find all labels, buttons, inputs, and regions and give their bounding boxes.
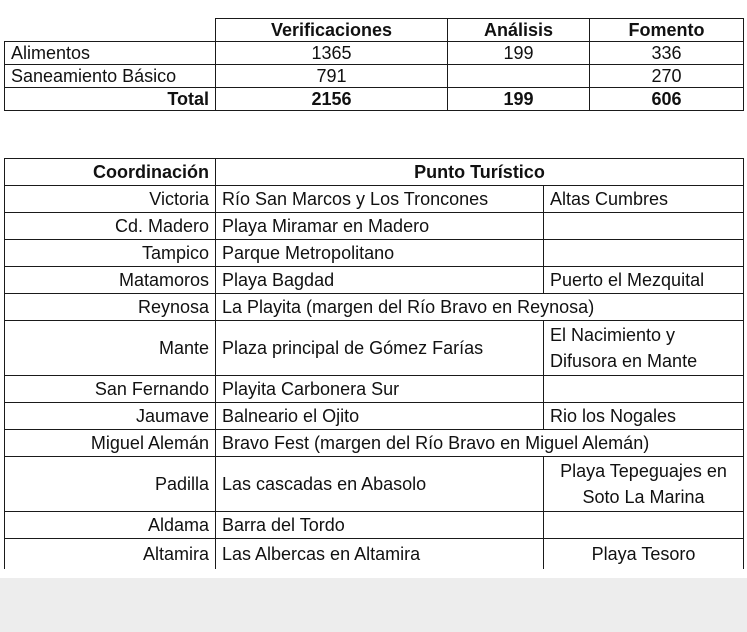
table-row <box>5 240 744 267</box>
punto-cell: Las cascadas en Abasolo <box>216 457 544 512</box>
table-row <box>5 186 744 213</box>
coordinacion-cell: Reynosa <box>5 294 216 321</box>
table-header-row <box>5 19 744 42</box>
punto-cell: Barra del Tordo <box>216 512 544 539</box>
punto-cell: Playa Bagdad <box>216 267 544 294</box>
header-fomento: Fomento <box>589 19 743 42</box>
total-fomento: 606 <box>589 88 743 111</box>
coordinacion-cell: Tampico <box>5 240 216 267</box>
punto-cell: Las Albercas en Altamira <box>216 539 544 570</box>
coordinacion-cell: Jaumave <box>5 403 216 430</box>
cell-verificaciones: 1365 <box>216 42 448 65</box>
header-verificaciones: Verificaciones <box>216 19 448 42</box>
inspection-summary-table <box>4 18 744 111</box>
coordinacion-cell: Mante <box>5 321 216 376</box>
tourist-points-table <box>4 158 744 569</box>
punto-extra-cell: Puerto el Mezquital <box>544 267 744 294</box>
punto-cell: Bravo Fest (margen del Río Bravo en Miguel Alemán) <box>216 430 744 457</box>
punto-extra-cell: El Nacimiento y Difusora en Mante <box>544 321 744 376</box>
row-label: Saneamiento Básico <box>5 65 216 88</box>
coordinacion-cell: San Fernando <box>5 376 216 403</box>
punto-cell: Balneario el Ojito <box>216 403 544 430</box>
table-row <box>5 403 744 430</box>
punto-cell: Río San Marcos y Los Troncones <box>216 186 544 213</box>
table-row <box>5 213 744 240</box>
header-blank-cell <box>5 19 216 42</box>
row-label: Alimentos <box>5 42 216 65</box>
table-row <box>5 321 744 376</box>
cell-verificaciones: 791 <box>216 65 448 88</box>
cell-fomento: 270 <box>589 65 743 88</box>
punto-cell: Playa Miramar en Madero <box>216 213 544 240</box>
punto-extra-cell: Rio los Nogales <box>544 403 744 430</box>
coordinacion-cell: Matamoros <box>5 267 216 294</box>
punto-cell: La Playita (margen del Río Bravo en Reynosa) <box>216 294 744 321</box>
cell-analisis: 199 <box>448 42 590 65</box>
table-row <box>5 376 744 403</box>
coordinacion-cell: Aldama <box>5 512 216 539</box>
punto-cell: Plaza principal de Gómez Farías <box>216 321 544 376</box>
punto-extra-cell <box>544 512 744 539</box>
table-header-row <box>5 159 744 186</box>
header-analisis: Análisis <box>448 19 590 42</box>
header-punto-turistico: Punto Turístico <box>216 159 744 186</box>
punto-extra-cell <box>544 240 744 267</box>
punto-cell: Parque Metropolitano <box>216 240 544 267</box>
table-row <box>5 539 744 570</box>
table-row <box>5 294 744 321</box>
punto-extra-cell: Playa Tepeguajes en Soto La Marina <box>544 457 744 512</box>
punto-extra-cell <box>544 213 744 240</box>
punto-extra-cell: Altas Cumbres <box>544 186 744 213</box>
total-row <box>5 88 744 111</box>
table-row <box>5 42 744 65</box>
table-row <box>5 457 744 512</box>
cell-analisis <box>448 65 590 88</box>
table-row <box>5 512 744 539</box>
coordinacion-cell: Padilla <box>5 457 216 512</box>
table-row <box>5 430 744 457</box>
total-analisis: 199 <box>448 88 590 111</box>
table-row <box>5 267 744 294</box>
punto-extra-cell <box>544 376 744 403</box>
table-row <box>5 65 744 88</box>
punto-cell: Playita Carbonera Sur <box>216 376 544 403</box>
punto-extra-cell: Playa Tesoro <box>544 539 744 570</box>
total-verificaciones: 2156 <box>216 88 448 111</box>
cell-fomento: 336 <box>589 42 743 65</box>
coordinacion-cell: Victoria <box>5 186 216 213</box>
header-coordinacion: Coordinación <box>5 159 216 186</box>
coordinacion-cell: Altamira <box>5 539 216 570</box>
coordinacion-cell: Cd. Madero <box>5 213 216 240</box>
total-label: Total <box>5 88 216 111</box>
coordinacion-cell: Miguel Alemán <box>5 430 216 457</box>
